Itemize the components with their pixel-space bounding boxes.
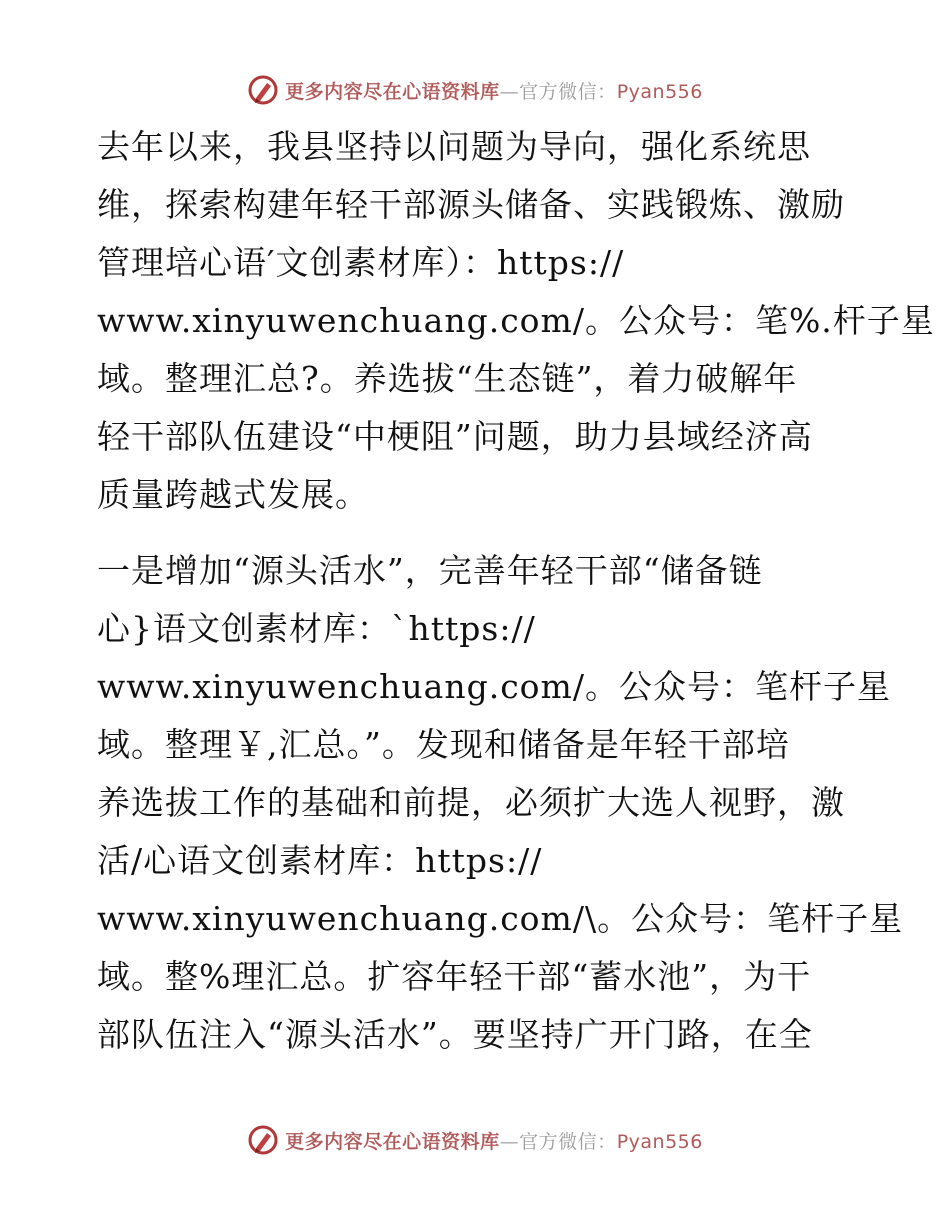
text-line: 养选拔工作的基础和前提，必须扩大选人视野，激 [97,783,845,822]
text-line: 域。整理汇总?。养选拔“生态链”，着力破解年 [97,359,798,398]
document-body [97,118,935,1064]
text-line: 去年以来，我县坚持以问题为导向，强化系统思 [97,127,811,166]
watermark-site-text: 更多内容尽在心语资料库 [285,1130,500,1153]
header-watermark [0,70,950,110]
pen-nib-circle-icon [247,1124,279,1156]
text-line: www.xinyuwenchuang.com/。公众号：笔杆子星 [97,667,891,706]
watermark-wechat-label: 官方微信： [519,80,617,103]
text-line: 心}语文创素材库：`https:// [97,609,536,648]
text-line: 一是增加“源头活水”，完善年轻干部“储备链 [97,551,763,590]
text-line: 维，探索构建年轻干部源头储备、实践锻炼、激励 [97,185,845,224]
watermark-site-text: 更多内容尽在心语资料库 [285,80,500,103]
text-line: www.xinyuwenchuang.com/\。公众号：笔杆子星 [97,899,904,938]
footer-watermark [0,1120,950,1160]
text-line: 质量跨越式发展。 [97,475,369,514]
pen-nib-circle-icon [247,74,279,106]
text-line: 域。整%理汇总。扩容年轻干部“蓄水池”，为干 [97,957,812,996]
watermark-separator: — [499,1130,520,1153]
paragraph-source-water [97,542,904,1064]
text-line: 部队伍注入“源头活水”。要坚持广开门路，在全 [97,1015,813,1054]
watermark-wechat-id: Pyan556 [616,1130,703,1153]
watermark-wechat-id: Pyan556 [616,80,703,103]
paragraph-intro [97,118,935,524]
watermark-separator: — [499,80,520,103]
text-line: 域。整理￥,汇总。”。发现和储备是年轻干部培 [97,725,790,764]
text-line: 轻干部队伍建设“中梗阻”问题，助力县域经济高 [97,417,813,456]
text-line: 管理培心语′文创素材库）：https:// [97,243,625,282]
watermark-text [285,1127,703,1154]
text-line: www.xinyuwenchuang.com/。公众号：笔%.杆子星 [97,301,935,340]
watermark-wechat-label: 官方微信： [519,1130,617,1153]
text-line: 活/心语文创素材库：https:// [97,841,543,880]
watermark-text [285,77,703,104]
